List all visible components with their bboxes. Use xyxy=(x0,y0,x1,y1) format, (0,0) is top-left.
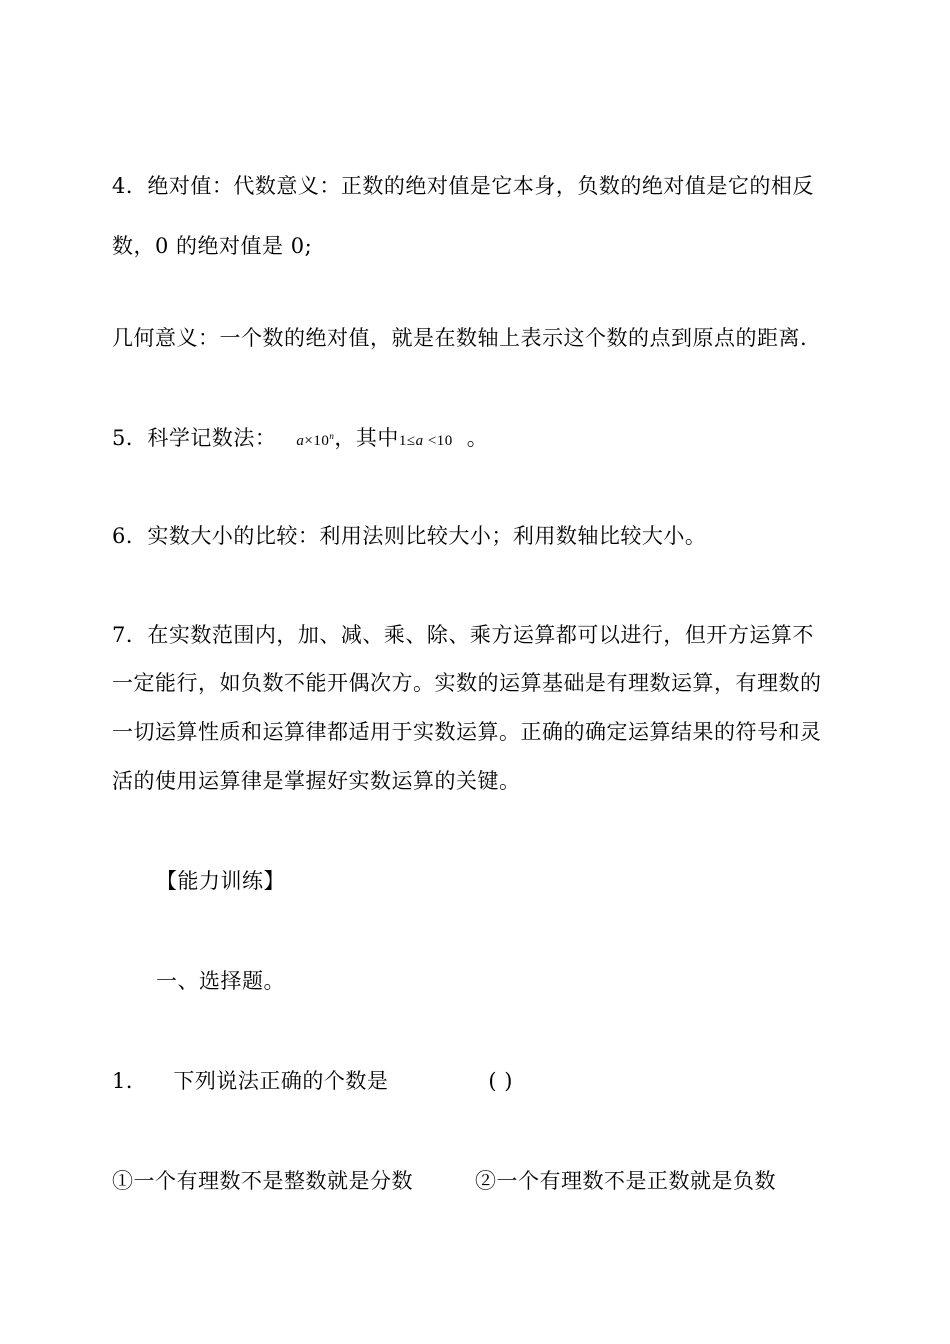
item5-end: 。 xyxy=(466,426,489,450)
item7-line1: 7．在实数范围内，加、减、乘、除、乘方运算都可以进行，但开方运算不 xyxy=(112,623,814,647)
question-1 xyxy=(112,1066,513,1096)
item5-prefix: 5．科学记数法： xyxy=(112,426,277,450)
subsection-title: 一、选择题。 xyxy=(156,969,285,993)
option-1: ①一个有理数不是整数就是分数 xyxy=(112,1169,413,1193)
item6-line: 6．实数大小的比较：利用法则比较大小；利用数轴比较大小。 xyxy=(112,524,707,548)
scientific-notation-formula: $a\times 10^n$ xyxy=(296,431,335,449)
item5-line xyxy=(112,421,488,456)
item7-line4: 活的使用运算律是掌握好实数运算的关键。 xyxy=(112,769,521,793)
range-formula: 1≤a <10 xyxy=(398,433,453,449)
question-1-options xyxy=(112,1166,776,1196)
item7-line3: 一切运算性质和运算律都适用于实数运算。正确的确定运算结果的符号和灵 xyxy=(112,720,822,744)
item4-line1: 4．绝对值：代数意义：正数的绝对值是它本身，负数的绝对值是它的相反 xyxy=(112,174,814,198)
section-title: 【能力训练】 xyxy=(156,869,285,893)
item5-mid: ，其中 xyxy=(334,426,399,450)
item4-line2: 数，0 的绝对值是 0; xyxy=(112,234,313,258)
question-text: 下列说法正确的个数是 xyxy=(173,1069,389,1093)
item4-geometric-meaning: 几何意义：一个数的绝对值，就是在数轴上表示这个数的点到原点的距离. xyxy=(112,326,808,350)
question-number: 1． xyxy=(112,1069,148,1093)
option-2: ②一个有理数不是正数就是负数 xyxy=(475,1169,776,1193)
item7-line2: 一定能行，如负数不能开偶次方。实数的运算基础是有理数运算，有理数的 xyxy=(112,671,822,695)
answer-bracket: ( ) xyxy=(488,1069,513,1093)
